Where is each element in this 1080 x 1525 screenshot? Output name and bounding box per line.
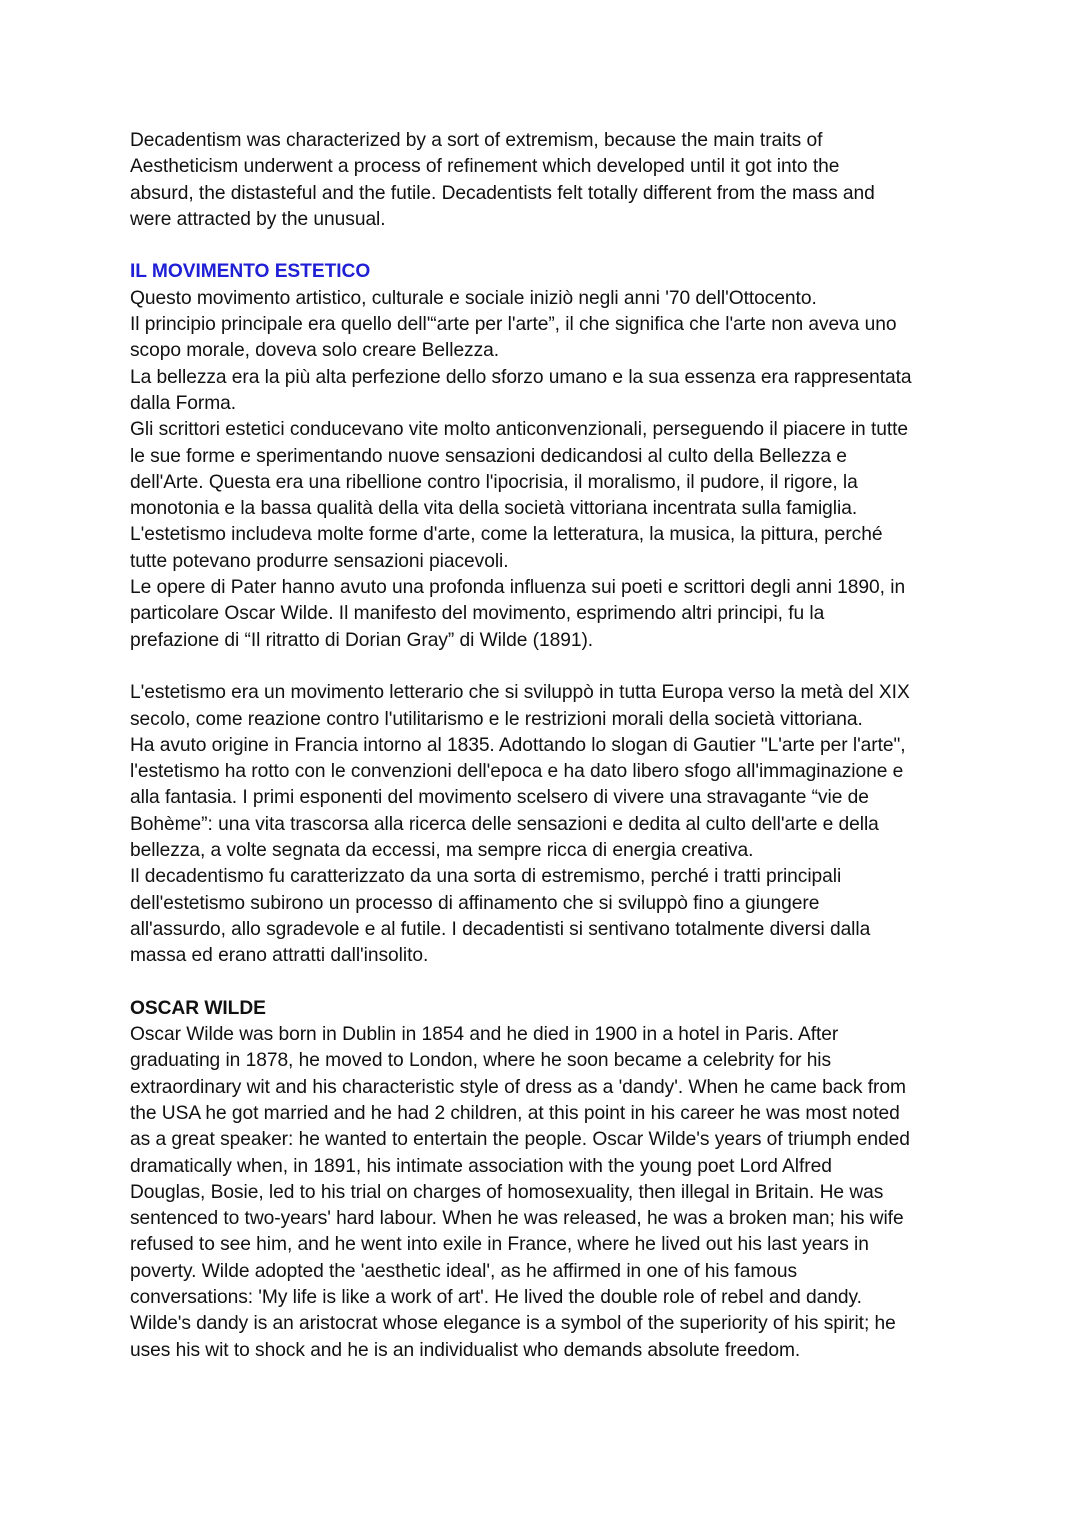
movimento-estetico-section xyxy=(130,259,960,969)
text-line: L'estetismo includeva molte forme d'arte, come la letteratura, la musica, la pittura, perché xyxy=(130,524,883,546)
text-line: massa ed erano attratti dall'insolito. xyxy=(130,945,429,967)
intro-paragraph xyxy=(130,128,960,233)
text-line: monotonia e la bassa qualità della vita della società vittoriana incentrata sulla famiglia. xyxy=(130,498,858,520)
section-heading: IL MOVIMENTO ESTETICO xyxy=(130,261,371,283)
text-line: Questo movimento artistico, culturale e sociale iniziò negli anni '70 dell'Ottocento. xyxy=(130,287,817,309)
text-line: poverty. Wilde adopted the 'aesthetic ideal', as he affirmed in one of his famous xyxy=(130,1260,798,1282)
text-line: Ha avuto origine in Francia intorno al 1835. Adottando lo slogan di Gautier "L'arte per l'arte", xyxy=(130,734,906,756)
text-line: as a great speaker: he wanted to entertain the people. Oscar Wilde's years of triumph ended xyxy=(130,1129,910,1151)
text-line: Gli scrittori estetici conducevano vite molto anticonvenzionali, perseguendo il piacere in tutte xyxy=(130,419,909,441)
text-line: prefazione di “Il ritratto di Dorian Gray” di Wilde (1891). xyxy=(130,629,594,651)
text-line: Le opere di Pater hanno avuto una profonda influenza sui poeti e scrittori degli anni 1890, in xyxy=(130,577,906,599)
text-line: sentenced to two-years' hard labour. When he was released, he was a broken man; his wife xyxy=(130,1208,904,1230)
text-line: tutte potevano produrre sensazioni piacevoli. xyxy=(130,550,509,572)
text-line: Il principio principale era quello dell'“arte per l'arte”, il che significa che l'arte non aveva uno xyxy=(130,314,897,336)
text-line: dell'estetismo subirono un processo di affinamento che si sviluppò fino a giungere xyxy=(130,892,820,914)
text-line: conversations: 'My life is like a work of art'. He lived the double role of rebel and dandy. xyxy=(130,1287,862,1309)
oscar-wilde-section xyxy=(130,996,960,1364)
text-line: extraordinary wit and his characteristic style of dress as a 'dandy'. When he came back from xyxy=(130,1076,906,1098)
document-page xyxy=(130,128,960,1364)
paragraph-spacer xyxy=(130,654,960,680)
text-line: alla fantasia. I primi esponenti del movimento scelsero di vivere una stravagante “vie de xyxy=(130,787,869,809)
text-line: Wilde's dandy is an aristocrat whose elegance is a symbol of the superiority of his spirit; he xyxy=(130,1313,896,1335)
text-line: Douglas, Bosie, led to his trial on charges of homosexuality, then illegal in Britain. He was xyxy=(130,1181,884,1203)
text-line: l'estetismo ha rotto con le convenzioni dell'epoca e ha dato libero sfogo all'immaginazione e xyxy=(130,761,904,783)
section-heading: OSCAR WILDE xyxy=(130,997,266,1019)
text-line: particolare Oscar Wilde. Il manifesto del movimento, esprimendo altri principi, fu la xyxy=(130,603,825,625)
text-line: dell'Arte. Questa era una ribellione contro l'ipocrisia, il moralismo, il pudore, il rigore, la xyxy=(130,471,858,493)
movimento-paragraph-2 xyxy=(130,680,960,969)
text-line: bellezza, a volte segnata da eccessi, ma sempre ricca di energia creativa. xyxy=(130,840,754,862)
text-line: Bohème”: una vita trascorsa alla ricerca delle sensazioni e dedita al culto dell'arte e della xyxy=(130,813,879,835)
text-line: le sue forme e sperimentando nuove sensazioni dedicandosi al culto della Bellezza e xyxy=(130,445,847,467)
text-line: Decadentism was characterized by a sort of extremism, because the main traits of xyxy=(130,130,823,151)
text-line: the USA he got married and he had 2 children, at this point in his career he was most noted xyxy=(130,1102,900,1124)
text-line: all'assurdo, allo sgradevole e al futile. I decadentisti si sentivano totalmente diversi dalla xyxy=(130,918,871,940)
text-line: uses his wit to shock and he is an individualist who demands absolute freedom. xyxy=(130,1339,801,1361)
text-line: were attracted by the unusual. xyxy=(130,208,386,230)
text-line: refused to see him, and he went into exile in France, where he lived out his last years in xyxy=(130,1234,869,1256)
text-line: secolo, come reazione contro l'utilitarismo e le restrizioni morali della società vittoriana. xyxy=(130,708,863,730)
paragraph-spacer xyxy=(130,970,960,996)
text-line: Aestheticism underwent a process of refinement which developed until it got into the xyxy=(130,156,840,178)
text-line: Oscar Wilde was born in Dublin in 1854 and he died in 1900 in a hotel in Paris. After xyxy=(130,1024,839,1046)
oscar-wilde-paragraph xyxy=(130,1022,960,1364)
text-line: absurd, the distasteful and the futile. Decadentists felt totally different from the mass and xyxy=(130,182,875,204)
movimento-paragraph-1 xyxy=(130,286,960,654)
paragraph-spacer xyxy=(130,233,960,259)
text-line: dalla Forma. xyxy=(130,392,237,414)
text-line: L'estetismo era un movimento letterario che si sviluppò in tutta Europa verso la metà del XIX xyxy=(130,682,910,704)
text-line: graduating in 1878, he moved to London, where he soon became a celebrity for his xyxy=(130,1050,832,1072)
text-line: La bellezza era la più alta perfezione dello sforzo umano e la sua essenza era rappresentata xyxy=(130,366,912,388)
text-line: Il decadentismo fu caratterizzato da una sorta di estremismo, perché i tratti principali xyxy=(130,866,842,888)
text-line: dramatically when, in 1891, his intimate association with the young poet Lord Alfred xyxy=(130,1155,832,1177)
text-line: scopo morale, doveva solo creare Bellezza. xyxy=(130,340,500,362)
